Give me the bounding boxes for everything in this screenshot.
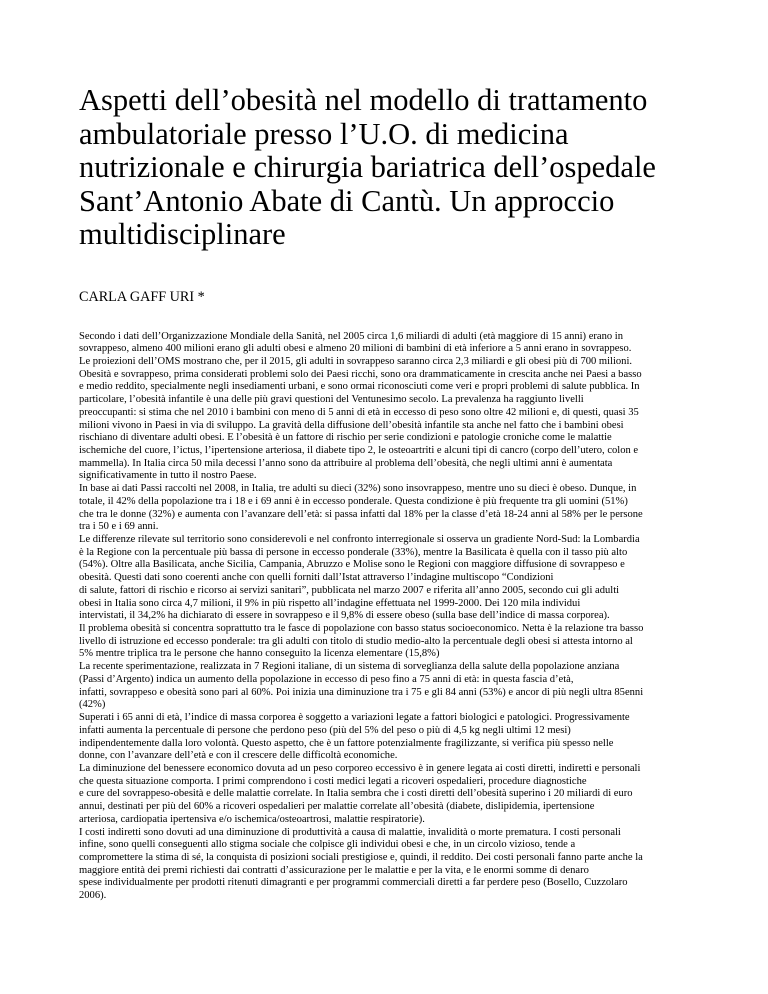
body-line: totale, il 42% della popolazione tra i 18 e i 69 anni è in eccesso ponderale. Questa condizione è più frequente tra gli uomini (51%) <box>79 495 628 507</box>
body-line: particolare, l’obesità infantile è una delle più gravi questioni del Ventunesimo secolo. La prevalenza ha raggiunto livelli <box>79 394 584 406</box>
body-line: è la Regione con la percentuale più bassa di persone in eccesso ponderale (33%), mentre la Basilicata è quella con il tasso più alto <box>79 546 628 558</box>
body-line: arteriosa, cardiopatia ipertensiva e/o ischemica/osteoartrosi, malattie respiratorie). <box>79 813 425 825</box>
body-line: infatti aumenta la percentuale di persone che perdono peso (più del 5% del peso o più di 4,5 kg negli ultimi 12 mesi) <box>79 724 571 736</box>
body-line: Secondo i dati dell’Organizzazione Mondiale della Sanità, nel 2005 circa 1,6 miliardi di adulti (età maggiore di 15 anni) erano in <box>79 330 623 342</box>
body-line: La recente sperimentazione, realizzata in 7 Regioni italiane, di un sistema di sorveglianza della salute della popolazione anziana <box>79 661 620 673</box>
title-line: Sant’Antonio Abate di Cantù. Un approccio <box>79 183 615 218</box>
body-line: 5% mentre triplica tra le persone che hanno conseguito la licenza elementare (15,8%) <box>79 648 440 660</box>
body-line: che tra le donne (32%) e aumenta con l’avanzare dell’età: si passa infatti dal 18% per la classe d’età 18-24 anni al 58% per le persone <box>79 508 643 520</box>
body-line: donne, con l’avanzare dell’età e con il crescere delle difficoltà economiche. <box>79 750 398 762</box>
body-line: La diminuzione del benessere economico dovuta ad un peso corporeo eccessivo è in genere legata ai costi diretti, indiretti e personali <box>79 762 641 774</box>
body-line: I costi indiretti sono dovuti ad una diminuzione di produttività a causa di malattie, invalidità o morte prematura. I costi personali <box>79 826 621 838</box>
body-line: 2006). <box>79 890 107 902</box>
body-line: Obesità e sovrappeso, prima considerati problemi solo dei Paesi ricchi, sono ora drammaticamente in crescita anche nei Paesi a basso <box>79 368 642 380</box>
body-line: Il problema obesità si concentra soprattutto tra le fasce di popolazione con basso status socioeconomico. Netta è la relazione tra basso <box>79 623 644 635</box>
body-line: spese individualmente per prodotti ritenuti dimagranti e per programmi commerciali diretti a far perdere peso (Bosello, Cuzzolaro <box>79 877 628 889</box>
body-line: infatti, sovrappeso e obesità sono pari al 60%. Poi inizia una diminuzione tra i 75 e gli 84 anni (53%) e ancor di più negli ultra 85enni <box>79 686 644 698</box>
body-line: che questa situazione comporta. I primi comprendono i costi medici legati a ricoveri ospedalieri, procedure diagnostiche <box>79 775 587 787</box>
body-line: obesi in Italia sono circa 4,7 milioni, il 9% in più rispetto all’indagine effettuata nel 1999-2000. Dei 120 mila individui <box>79 597 581 609</box>
body-line: rischiano di diventare adulti obesi. E l’obesità è un fattore di rischio per serie condizioni e patologie croniche come le malattie <box>79 432 612 444</box>
body-line: compromettere la stima di sé, la conquista di posizioni sociali prestigiose e, quindi, il reddito. Dei costi personali fanno parte anche la <box>79 851 643 863</box>
body-line: indipendentemente dalla loro volontà. Questo aspetto, che è un fattore potenzialmente fragilizzante, si verifica più spesso nelle <box>79 737 614 749</box>
body-line: obesità. Questi dati sono coerenti anche con quelli forniti dall’Istat attraverso l’indagine multiscopo “Condizioni <box>79 572 554 584</box>
body-line: tra i 50 e i 69 anni. <box>79 521 159 533</box>
body-line: infine, sono quelli conseguenti allo stigma sociale che colpisce gli individui obesi e che, in un circolo vizioso, tende a <box>79 839 576 851</box>
title-line: Aspetti dell’obesità nel modello di trattamento <box>79 83 648 117</box>
body-line: e cure del sovrappeso-obesità e delle malattie correlate. In Italia sembra che i costi diretti dell’obesità superino i 20 miliardi di euro <box>79 788 633 800</box>
body-line: (42%) <box>79 699 106 711</box>
title-line: nutrizionale e chirurgia bariatrica dell’ospedale <box>79 150 656 184</box>
article-title <box>79 84 701 252</box>
body-line: significativamente in tutto il nostro Paese. <box>79 470 257 482</box>
body-line: milioni vivono in Paesi in via di sviluppo. La gravità della diffusione dell’obesità infantile sta anche nel fatto che i bambini obesi <box>79 419 624 431</box>
body-line: preoccupanti: si stima che nel 2010 i bambini con meno di 5 anni di età in eccesso di peso sono oltre 42 milioni e, di questi, quasi 35 <box>79 406 639 418</box>
document-page <box>79 0 701 903</box>
body-line: sovrappeso, almeno 400 milioni erano gli adulti obesi e almeno 20 milioni di bambini di età inferiore a 5 anni erano in sovrappeso. <box>79 343 632 355</box>
body-line: livello di istruzione ed eccesso ponderale: tra gli adulti con titolo di studio medio-alto la percentuale degli obesi si attesta intorno al <box>79 635 633 647</box>
article-author: CARLA GAFF URI * <box>79 288 205 305</box>
body-line: ischemiche del cuore, l’ictus, l’ipertensione arteriosa, il diabete tipo 2, le osteoartriti e alcuni tipi di cancro (corpo dell’utero, colon e <box>79 444 639 456</box>
body-line: maggiore entità dei premi richiesti dai contratti d’assicurazione per le malattie e per la vita, e le enormi somme di denaro <box>79 864 589 876</box>
body-line: e medio reddito, specialmente negli insediamenti urbani, e sono ormai riconosciuti come veri e propri problemi di salute pubblica. In <box>79 381 640 393</box>
title-line: multidisciplinare <box>79 217 286 251</box>
title-line: ambulatoriale presso l’U.O. di medicina <box>79 116 569 151</box>
body-line: intervistati, il 34,2% ha dichiarato di essere in sovrappeso e il 9,8% di essere obeso (sulla base dell’indice di massa corporea). <box>79 610 610 622</box>
body-line: annui, destinati per più del 60% a ricoveri ospedalieri per malattie correlate all’obesità (diabete, dislipidemia, ipertensione <box>79 801 595 813</box>
body-line: mammella). In Italia circa 50 mila decessi l’anno sono da attribuire al problema dell’obesità, che negli ultimi anni è aumentata <box>79 457 613 469</box>
body-line: Le differenze rilevate sul territorio sono considerevoli e nel confronto interregionale si osserva un gradiente Nord-Sud: la Lombardia <box>79 534 640 545</box>
body-line: Le proiezioni dell’OMS mostrano che, per il 2015, gli adulti in sovrappeso saranno circa 2,3 miliardi e gli obesi più di 700 milioni. <box>79 355 633 367</box>
body-line: Superati i 65 anni di età, l’indice di massa corporea è soggetto a variazioni legate a fattori biologici e patologici. Progressivamente <box>79 712 630 724</box>
article-body <box>79 331 701 903</box>
body-line: di salute, fattori di rischio e ricorso ai servizi sanitari”, pubblicata nel marzo 2007 e riferita all’anno 2005, secondo cui gli adulti <box>79 584 620 596</box>
body-line: (54%). Oltre alla Basilicata, anche Sicilia, Campania, Abruzzo e Molise sono le Regioni con maggiore diffusione di sovrappeso e <box>79 559 625 571</box>
body-line: (Passi d’Argento) indica un aumento della popolazione in eccesso di peso fino a 75 anni di età: in questa fascia d’età, <box>79 673 574 685</box>
body-line: In base ai dati Passi raccolti nel 2008, in Italia, tre adulti su dieci (32%) sono insovrappeso, mentre uno su dieci è obeso. Dunque, in <box>79 483 637 495</box>
